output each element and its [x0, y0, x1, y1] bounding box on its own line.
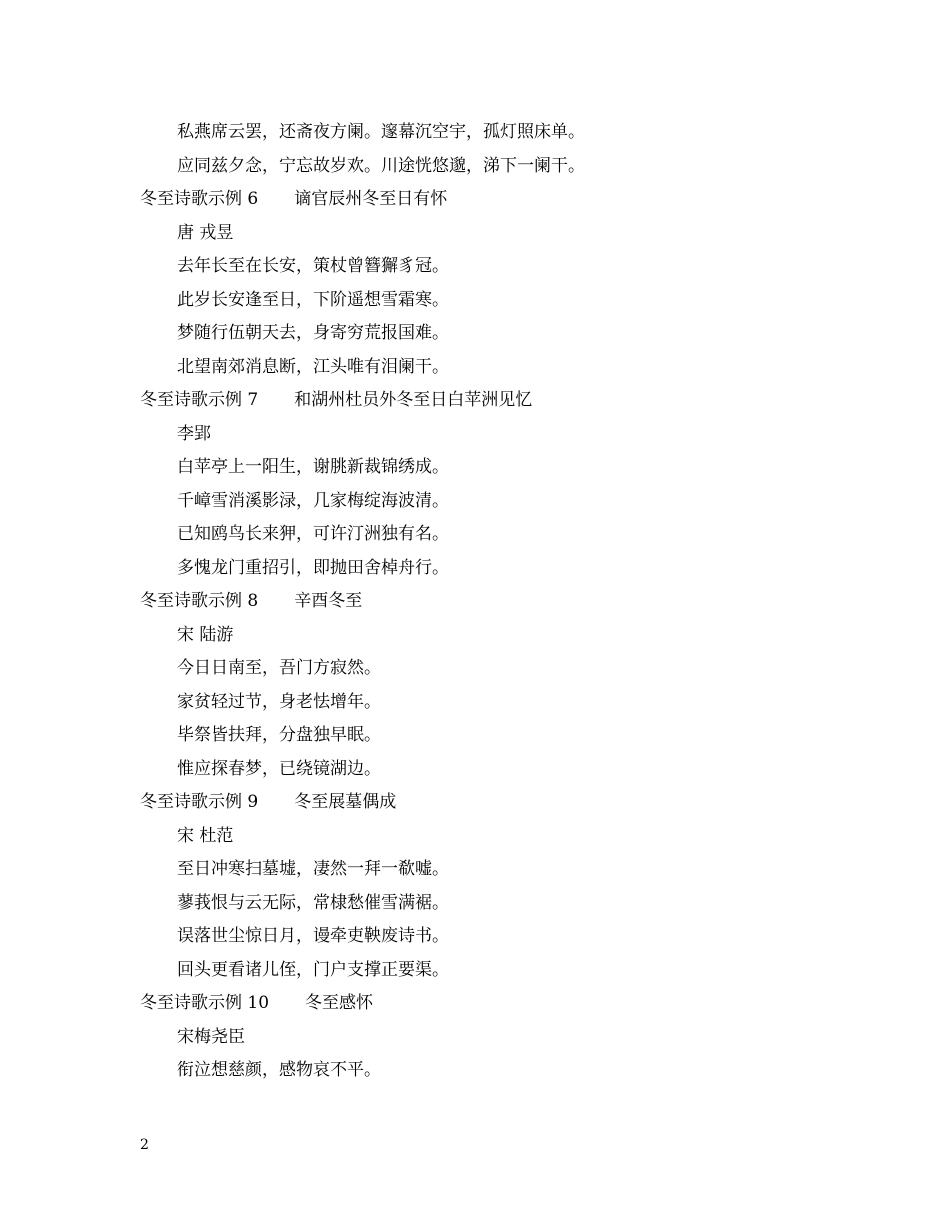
poem-content — [140, 116, 840, 1088]
poem-title: 和湖州杜员外冬至日白苹洲见忆 — [294, 390, 533, 410]
poem-verse-line: 去年长至在长安，策杖曾簪獬豸冠。 — [177, 256, 449, 276]
poem-author: 宋梅尧臣 — [177, 1026, 245, 1047]
poem-verse-line: 至日冲寒扫墓墟，凄然一拜一欷嘘。 — [177, 859, 449, 879]
poem-example-label: 冬至诗歌示例 9 — [140, 792, 259, 812]
poem-verse-line: 私燕席云罢，还斋夜方阑。邃幕沉空宇，孤灯照床单。 — [177, 122, 585, 142]
poem-verse-line: 北望南郊消息断，江头唯有泪阑干。 — [177, 356, 449, 377]
poem-title: 冬至展墓偶成 — [294, 792, 397, 812]
poem-verse-line: 误落世尘惊日月，谩牵吏鞅废诗书。 — [177, 926, 449, 946]
poem-verse-line: 惟应探春梦，已绕镜湖边。 — [177, 758, 381, 779]
poem-verse-line: 毕祭皆扶拜，分盘独早眠。 — [177, 725, 381, 745]
poem-verse-line: 今日日南至，吾门方寂然。 — [177, 658, 381, 678]
poem-author: 唐 戎昱 — [177, 222, 234, 243]
poem-heading — [140, 384, 840, 418]
poem-author: 李郢 — [177, 423, 211, 444]
poem-verse-line: 回头更看诸儿侄，门户支撑正要渠。 — [177, 959, 449, 980]
poem-heading — [140, 987, 840, 1021]
poem-title: 辛酉冬至 — [294, 591, 363, 611]
poem-example-label: 冬至诗歌示例 7 — [140, 390, 259, 410]
poem-verse-line: 千嶂雪消溪影渌，几家梅绽海波清。 — [177, 490, 449, 511]
poem-verse-line: 衔泣想慈颜，感物哀不平。 — [177, 1060, 381, 1080]
poem-verse-line: 已知鸥鸟长来狎，可许汀洲独有名。 — [177, 524, 449, 544]
poem-heading — [140, 786, 840, 820]
poem-example-label: 冬至诗歌示例 10 — [140, 993, 270, 1013]
poem-author: 宋 陆游 — [177, 624, 234, 645]
poem-title: 谪官辰州冬至日有怀 — [294, 189, 448, 209]
page-number: 2 — [140, 1137, 149, 1153]
poem-example-label: 冬至诗歌示例 8 — [140, 591, 259, 611]
poem-verse-line: 此岁长安逢至日，下阶遥想雪霜寒。 — [177, 289, 449, 310]
poem-verse-line: 蓼莪恨与云无际，常棣愁催雪满裾。 — [177, 892, 449, 913]
poem-heading — [140, 183, 840, 217]
poem-verse-line: 应同兹夕念，宁忘故岁欢。川途恍悠邈，涕下一阑干。 — [177, 155, 585, 176]
poem-heading — [140, 585, 840, 619]
poem-title: 冬至感怀 — [305, 993, 374, 1013]
poem-verse-line: 梦随行伍朝天去，身寄穷荒报国难。 — [177, 323, 449, 343]
poem-verse-line: 家贫轻过节，身老怯增年。 — [177, 691, 381, 712]
poem-example-label: 冬至诗歌示例 6 — [140, 189, 259, 209]
poem-author: 宋 杜范 — [177, 825, 234, 846]
poem-verse-line: 多愧龙门重招引，即抛田舍棹舟行。 — [177, 557, 449, 578]
poem-verse-line: 白苹亭上一阳生，谢朓新裁锦绣成。 — [177, 457, 449, 477]
